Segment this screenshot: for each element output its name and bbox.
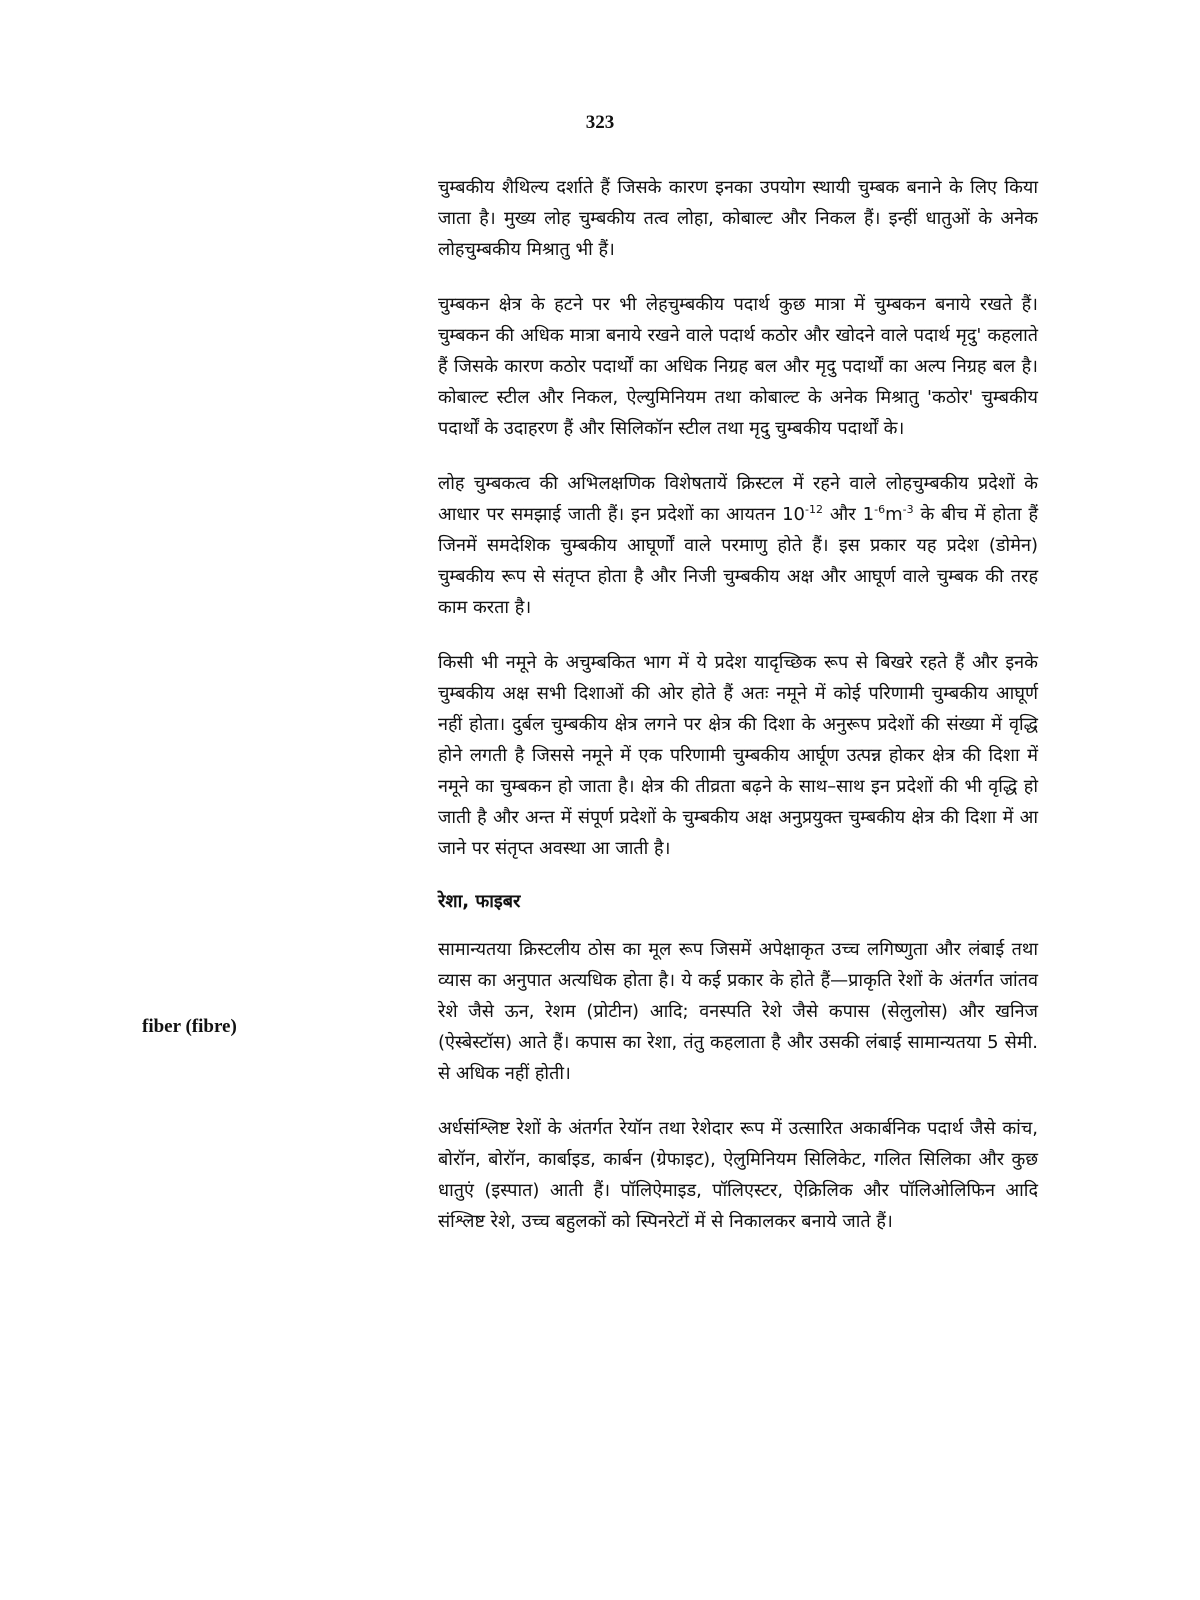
- exponent-neg3: -3: [902, 503, 914, 516]
- domains-text-c: m: [885, 504, 903, 525]
- exponent-neg12: -12: [805, 503, 823, 516]
- domains-text-b: और 1: [822, 504, 875, 525]
- entry-title-fiber: रेशा, फाइबर: [438, 891, 521, 912]
- domains-text-a: लोह चुम्बकत्व की अभिलक्षणिक विशेषतायें क्रिस्टल में रहने वाले लोहचुम्बकीय प्रदेशों के आधार पर समझाई जाती हैं। इन प्रदेशों का आयतन 10: [438, 473, 1038, 525]
- paragraph-fiber-definition: सामान्यतया क्रिस्टलीय ठोस का मूल रूप जिसमें अपेक्षाकृत उच्च लगिष्णुता और लंबाई तथा व्यास का अनुपात अत्यधिक होता है। ये कई प्रकार के होते हैं—प्राकृति रेशों के अंतर्गत जांतव रेशे जैसे ऊन, रेशम (प्रोटीन) आदि; वनस्पति रेशे जैसे कपास (सेलुलोस) और खनिज (ऐस्बेस्टॉस) आते हैं। कपास का रेशा, तंतु कहलाता है और उसकी लंबाई सामान्यतया 5 सेमी. से अधिक नहीं होती।: [438, 939, 1038, 1084]
- margin-term-fiber: fiber (fibre): [142, 1016, 237, 1037]
- paragraph-synthetic-fibers: अर्धसंश्लिष्ट रेशों के अंतर्गत रेयॉन तथा रेशेदार रूप में उत्सारित अकार्बनिक पदार्थ जैसे कांच, बोरॉन, बोरॉन, कार्बाइड, कार्बन (ग्रेफाइट), ऐलुमिनियम सिलिकेट, गलित सिलिका और कुछ धातुएं (इस्पात) आती हैं। पॉलिऐमाइड, पॉलिएस्टर, ऐक्रिलिक और पॉलिओलिफिन आदि संश्लिष्ट रेशे, उच्च बहुलकों को स्पिनरेटों में से निकालकर बनाये जाते हैं।: [438, 1118, 1038, 1232]
- exponent-neg6: -6: [874, 503, 886, 516]
- paragraph-magnetic-hysteresis: चुम्बकीय शैथिल्य दर्शाते हैं जिसके कारण इनका उपयोग स्थायी चुम्बक बनाने के लिए किया जाता है। मुख्य लोह चुम्बकीय तत्व लोहा, कोबाल्ट और निकल हैं। इन्हीं धातुओं के अनेक लोहचुम्बकीय मिश्रातु भी हैं।: [438, 177, 1038, 260]
- page-body: [438, 172, 1038, 1261]
- paragraph-magnetic-domains: [438, 468, 1038, 623]
- paragraph-domain-alignment: किसी भी नमूने के अचुम्बकित भाग में ये प्रदेश यादृच्छिक रूप से बिखरे रहते हैं और इनके चुम्बकीय अक्ष सभी दिशाओं की ओर होते हैं अतः नमूने में कोई परिणामी चुम्बकीय आघूर्ण नहीं होता। दुर्बल चुम्बकीय क्षेत्र लगने पर क्षेत्र की दिशा के अनुरूप प्रदेशों की संख्या में वृद्धि होने लगती है जिससे नमूने में एक परिणामी चुम्बकीय आर्घूण उत्पन्न होकर क्षेत्र की दिशा में नमूने का चुम्बकन हो जाता है। क्षेत्र की तीव्रता बढ़ने के साथ–साथ इन प्रदेशों की भी वृद्धि हो जाती है और अन्त में संपूर्ण प्रदेशों के चुम्बकीय अक्ष अनुप्रयुक्त चुम्बकीय क्षेत्र की दिशा में आ जाने पर संतृप्त अवस्था आ जाती है।: [438, 652, 1038, 859]
- domains-text-d: के बीच में होता हैं जिनमें समदेशिक चुम्बकीय आघूर्णों वाले परमाणु होते हैं। इस प्रकार यह प्रदेश (डोमेन) चुम्बकीय रूप से संतृप्त होता है और निजी चुम्बकीय अक्ष और आघूर्ण वाले चुम्बक की तरह काम करता है।: [438, 504, 1039, 618]
- page-number: 323: [585, 112, 615, 133]
- paragraph-hard-soft-magnets: चुम्बकन क्षेत्र के हटने पर भी लेहचुम्बकीय पदार्थ कुछ मात्रा में चुम्बकन बनाये रखते हैं। चुम्बकन की अधिक मात्रा बनाये रखने वाले पदार्थ कठोर और खोदने वाले पदार्थ मृदु' कहलाते हैं जिसके कारण कठोर पदार्थों का अधिक निग्रह बल और मृदु पदार्थों का अल्प निग्रह बल है। कोबाल्ट स्टील और निकल, ऐल्युमिनियम तथा कोबाल्ट के अनेक मिश्रातु 'कठोर' चुम्बकीय पदार्थों के उदाहरण हैं और सिलिकॉन स्टील तथा मृदु चुम्बकीय पदार्थों के।: [438, 294, 1038, 439]
